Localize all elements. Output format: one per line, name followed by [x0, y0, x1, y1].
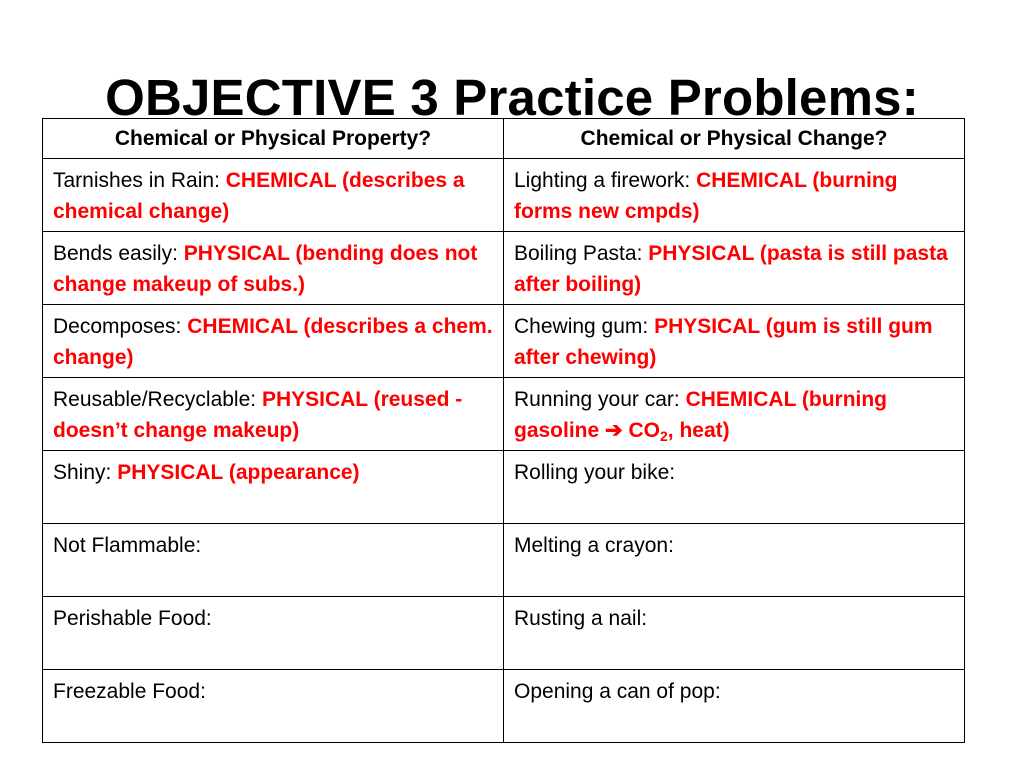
table-row	[43, 670, 965, 743]
change-cell	[504, 159, 965, 232]
property-label: Decomposes:	[53, 315, 188, 338]
property-cell	[43, 451, 504, 524]
change-cell	[504, 451, 965, 524]
property-cell	[43, 597, 504, 670]
table-row	[43, 378, 965, 451]
right-arrow-icon: ➔	[605, 419, 623, 442]
change-label: Melting a crayon:	[514, 534, 674, 557]
property-label: Perishable Food:	[53, 607, 212, 630]
property-answer: CHEMICAL (describes a chem. change)	[53, 315, 493, 369]
property-answer: CHEMICAL (describes a chemical change)	[53, 169, 465, 223]
property-label: Shiny:	[53, 461, 118, 484]
property-label: Reusable/Recyclable:	[53, 388, 262, 411]
change-cell	[504, 305, 965, 378]
table-row	[43, 524, 965, 597]
change-label: Rolling your bike:	[514, 461, 676, 484]
property-label: Freezable Food:	[53, 680, 206, 703]
change-cell	[504, 232, 965, 305]
change-label: Chewing gum:	[514, 315, 655, 338]
property-label: Not Flammable:	[53, 534, 202, 557]
change-label: Rusting a nail:	[514, 607, 648, 630]
column-header-property: Chemical or Physical Property?	[43, 119, 504, 159]
property-cell	[43, 378, 504, 451]
practice-problems-table	[42, 118, 965, 743]
change-answer: PHYSICAL (pasta is still pasta after boiling)	[514, 242, 948, 296]
answer-text: CHEMICAL (burning gasoline	[514, 388, 888, 442]
table-header-row	[43, 119, 965, 159]
property-answer: PHYSICAL (reused - doesn’t change makeup)	[53, 388, 463, 442]
property-cell	[43, 232, 504, 305]
change-label: Boiling Pasta:	[514, 242, 649, 265]
slide-title: OBJECTIVE 3 Practice Problems:	[105, 69, 919, 127]
property-answer: PHYSICAL (bending does not change makeup of subs.)	[53, 242, 478, 296]
formula-text: CO	[622, 419, 660, 442]
property-cell	[43, 159, 504, 232]
change-answer: CHEMICAL (burning forms new cmpds)	[514, 169, 898, 223]
change-label: Lighting a firework:	[514, 169, 697, 192]
property-cell	[43, 524, 504, 597]
table-row	[43, 232, 965, 305]
change-cell	[504, 378, 965, 451]
answer-text-end: , heat)	[667, 419, 730, 442]
change-cell	[504, 670, 965, 743]
change-cell	[504, 597, 965, 670]
column-header-change: Chemical or Physical Change?	[504, 119, 965, 159]
property-cell	[43, 305, 504, 378]
table-row	[43, 597, 965, 670]
property-cell	[43, 670, 504, 743]
table-row	[43, 159, 965, 232]
table-row	[43, 451, 965, 524]
change-label: Opening a can of pop:	[514, 680, 721, 703]
property-label: Bends easily:	[53, 242, 184, 265]
change-cell	[504, 524, 965, 597]
property-label: Tarnishes in Rain:	[53, 169, 226, 192]
formula-subscript: 2	[659, 428, 668, 444]
change-answer: PHYSICAL (gum is still gum after chewing)	[514, 315, 933, 369]
table-row	[43, 305, 965, 378]
change-label: Running your car:	[514, 388, 686, 411]
property-answer: PHYSICAL (appearance)	[117, 461, 360, 484]
